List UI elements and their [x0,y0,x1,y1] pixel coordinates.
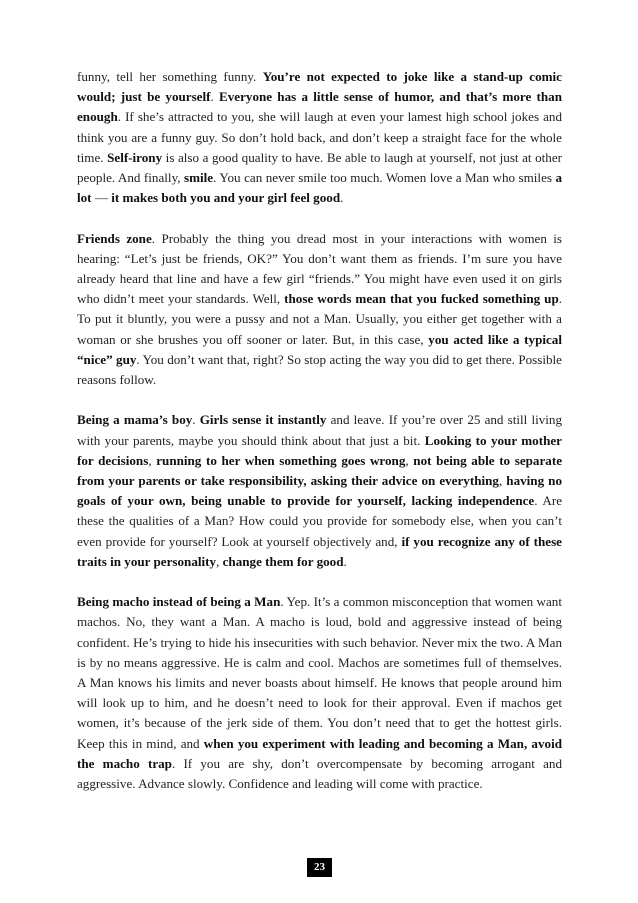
text-run: . If you are shy, don’t overcompensate by becoming arrogant and aggressive. Advance slowly. Confidence and leading will come with practice. [77,755,562,792]
text-run: . Probably the thing you dread most in your interactions with women is hearing: “Let’s just be friends, OK?” You don’t want them as friends. I’m sure you have already heard that line and have a few girl “friends.” You might have even used it on girls who didn’t meet your standards. Well, [77,230,562,307]
page-number: 23 [307,858,332,877]
paragraph-macho [77,592,562,794]
bold-phrase: not being able to separate from your parents or take responsibility, asking their advice on everything [77,452,563,489]
bold-phrase: You’re not expected to joke like a stand-up comic would; just be yourself [77,69,562,105]
text-run: is also a good quality to have. Be able to laugh at yourself, not just at other people. And finally, [77,149,562,186]
bold-phrase: having no goals of your own, being unable to provide for yourself, lacking independence [77,473,563,509]
paragraph-mamas-boy [77,410,562,572]
paragraph-humor [77,67,562,208]
text-run: . If she’s attracted to you, she will laugh at even your lamest high school jokes and think you are a funny guy. So don’t hold back, and don’t keep a straight face for the whole time. [77,109,562,165]
page-body [77,67,562,814]
text-run: , [405,452,414,468]
bold-phrase: if you recognize any of these traits in your personality [77,533,562,569]
bold-phrase: smile [184,170,214,186]
text-run: . You can never smile too much. Women love a Man who smiles [213,170,556,186]
bold-phrase: Self-irony [107,149,163,165]
text-run: funny, tell her something funny. [77,69,263,84]
bold-phrase: Being a mama’s boy [77,412,193,428]
bold-phrase: Friends zone [77,230,152,246]
bold-phrase: it makes both you and your girl feel good [111,190,341,206]
text-run: . To put it bluntly, you were a pussy and not a Man. Usually, you either get together with a woman or she brushes you off sooner or later. But, in this case, [77,291,563,347]
text-run: , [498,473,507,489]
text-run: , [148,452,157,468]
text-run: . Are these the qualities of a Man? How could you provide for somebody else, when you can’t even provide for yourself? Look at yourself objectively and, [77,493,563,549]
text-run: . Yep. It’s a common misconception that women want machos. No, they want a Man. A macho is loud, bold and aggressive instead of being confident. He’s trying to hide his insecurities with such behavior. Never mix the two. A Man is by no means aggressive. He is calm and cool. Machos are sometimes full of themselves. A Man knows his limits and never boasts about himself. He knows that people around him will look up to him, and he doesn’t need to look for their approval. Even if machos get women, it’s because of the jerk side of them. You don’t need that to get the hottest girls. Keep this in mind, and [77,594,562,751]
text-run: . [343,553,347,569]
bold-phrase: running to her when something goes wrong [156,452,406,468]
text-run: . [210,89,219,105]
bold-phrase: those words mean that you fucked something up [284,291,559,307]
bold-phrase: a lot [77,170,562,206]
text-run: — [91,190,112,206]
bold-phrase: Girls sense it instantly [199,412,327,428]
bold-phrase: Everyone has a little sense of humor, and that’s more than enough [77,89,563,125]
text-run: , [216,553,223,569]
text-run: . [340,190,344,206]
bold-phrase: Being macho instead of being a Man [77,594,281,610]
bold-phrase: change them for good [222,553,344,569]
text-run: and leave. If you’re over 25 and still living with your parents, maybe you should think about that just a bit. [77,412,562,448]
bold-phrase: when you experiment with leading and becoming a Man, avoid the macho trap [77,735,562,771]
bold-phrase: you acted like a typical “nice” guy [77,331,562,367]
bold-phrase: Looking to your mother for decisions [77,432,562,468]
text-run: . [192,412,200,428]
text-run: . You don’t want that, right? So stop acting the way you did to get there. Possible reasons follow. [77,351,562,388]
paragraph-friends-zone [77,229,562,391]
